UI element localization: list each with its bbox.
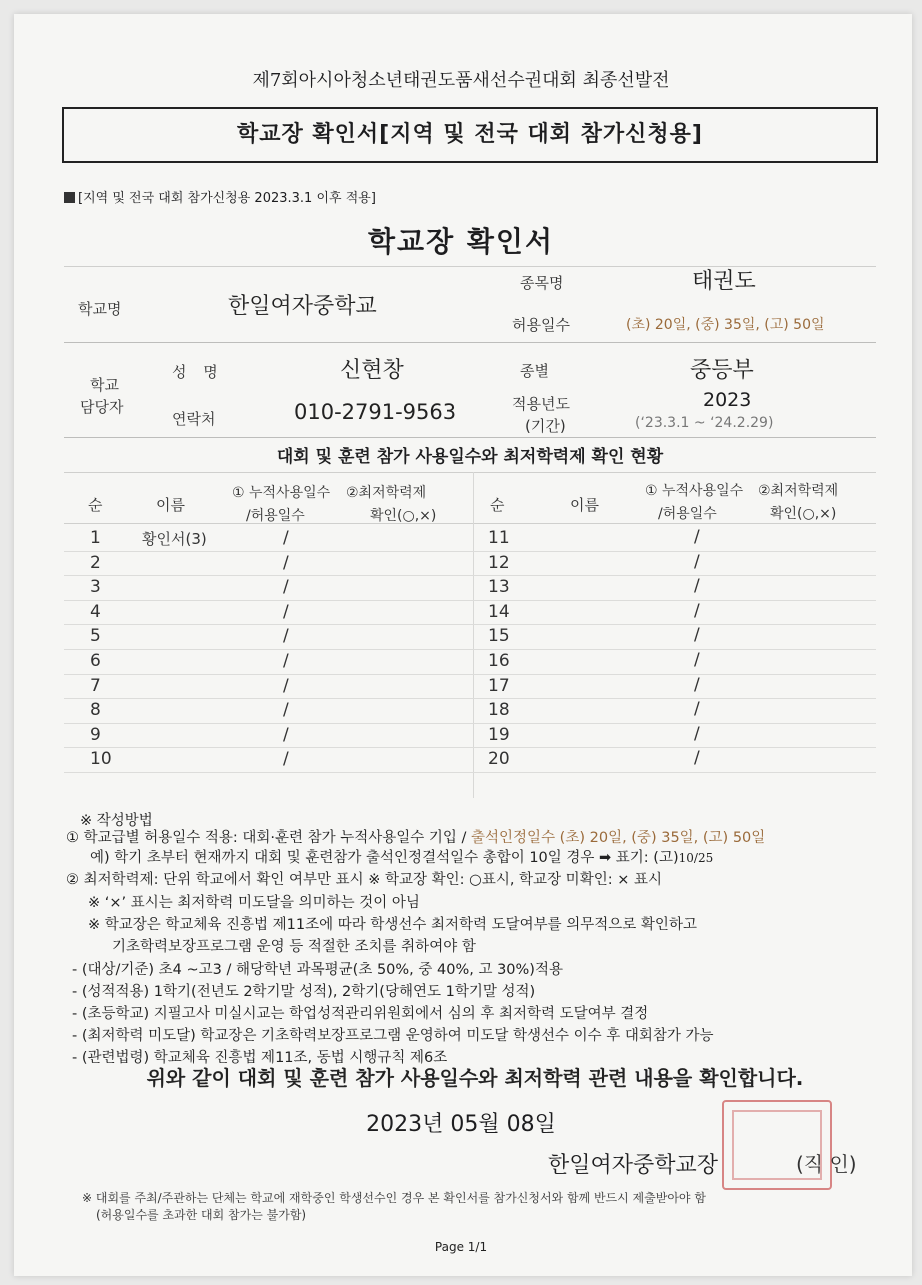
row-number: 2	[90, 553, 101, 573]
row-number: 3	[90, 577, 101, 597]
row-number: 19	[488, 725, 510, 745]
confirm-statement: 위와 같이 대회 및 훈련 참가 사용일수와 최저학력 관련 내용을 확인합니다.	[146, 1066, 804, 1090]
name-label: 성 명	[172, 363, 224, 381]
row-days: /	[694, 699, 700, 719]
row-divider	[64, 649, 876, 650]
row-days: /	[694, 552, 700, 572]
col-cum-left-1: ① 누적사용일수	[232, 485, 331, 501]
row-days: /	[283, 749, 289, 769]
row-days: /	[283, 651, 289, 671]
footnote-line-2: (허용일수를 초과한 대회 참가는 불가함)	[96, 1208, 307, 1222]
row-number: 12	[488, 553, 510, 573]
note-1b-text: 예) 학기 초부터 현재까지 대회 및 훈련참가 출석인정결석일수 총합이 10일 경우 ➡ 표기: (고)	[90, 850, 679, 866]
year-label-2: (기간)	[525, 417, 566, 435]
main-title: 학교장 확인서	[367, 225, 555, 258]
row-divider	[64, 723, 876, 724]
col-acad-left-2: 확인(○,×)	[370, 508, 437, 524]
row-days: /	[283, 626, 289, 646]
row-divider	[64, 772, 876, 773]
row-days: /	[694, 527, 700, 547]
allow-label: 허용일수	[512, 316, 570, 334]
notes-heading: ※ 작성방법	[80, 813, 153, 829]
col-name-right: 이름	[570, 496, 599, 514]
col-no-right: 순	[490, 496, 505, 514]
col-acad-left-1: ②최저학력제	[346, 485, 427, 501]
note-4a: ※ 학교장은 학교체육 진흥법 제11조에 따라 학생선수 최저학력 도달여부를 의무적으로 확인하고	[88, 917, 697, 933]
col-cum-right-1: ① 누적사용일수	[645, 483, 744, 499]
row-divider	[64, 575, 876, 576]
manager-label-1: 학교	[90, 376, 119, 394]
row-number: 11	[488, 528, 510, 548]
year-value: 2023	[703, 389, 752, 411]
document-header: 제7회아시아청소년태권도품새선수권대회 최종선발전	[252, 70, 670, 91]
row-divider	[64, 747, 876, 748]
school-label: 학교명	[78, 300, 122, 318]
row-days: /	[283, 676, 289, 696]
applied-note-text: [지역 및 전국 대회 참가신청용 2023.3.1 이후 적용]	[78, 191, 376, 206]
school-value: 한일여자중학교	[228, 294, 377, 319]
row-number: 4	[90, 602, 101, 622]
row-number: 7	[90, 676, 101, 696]
principal-name: 한일여자중학교장	[548, 1153, 719, 1178]
note-1b-hand: 10/25	[678, 851, 714, 865]
row-days: /	[694, 601, 700, 621]
row-divider	[64, 698, 876, 699]
table-divider	[473, 472, 474, 798]
col-acad-right-2: 확인(○,×)	[770, 506, 837, 522]
detail-4: - (최저학력 미도달) 학교장은 기초학력보장프로그램 운영하여 미도달 학생선수 이수 후 대회참가 가능	[72, 1028, 714, 1044]
row-name: 황인서(3)	[142, 530, 207, 548]
row-days: /	[694, 675, 700, 695]
title-box: 학교장 확인서[지역 및 전국 대회 참가신청용]	[62, 107, 878, 163]
row-number: 16	[488, 651, 510, 671]
row-days: /	[283, 602, 289, 622]
row-number: 15	[488, 626, 510, 646]
row-days: /	[283, 577, 289, 597]
row-number: 13	[488, 577, 510, 597]
row-days: /	[694, 724, 700, 744]
row-days: /	[694, 748, 700, 768]
col-name-left: 이름	[156, 496, 185, 514]
detail-2: - (성적적용) 1학기(전년도 2학기말 성적), 2학기(당해연도 1학기말 성적)	[72, 984, 536, 1000]
note-3: ※ ‘×’ 표시는 최저학력 미도달을 의미하는 것이 아님	[88, 895, 420, 911]
row-number: 5	[90, 626, 101, 646]
grid-line	[64, 342, 876, 343]
detail-3: - (초등학교) 지필고사 미실시교는 학업성적관리위원회에서 심의 후 최저학력 도달여부 결정	[72, 1006, 649, 1022]
row-divider	[64, 624, 876, 625]
row-days: /	[694, 576, 700, 596]
manager-label-2: 담당자	[80, 398, 124, 416]
detail-5: - (관련법령) 학교체육 진흥법 제11조, 동법 시행규칙 제6조	[72, 1050, 448, 1066]
row-divider	[64, 674, 876, 675]
row-number: 14	[488, 602, 510, 622]
grid-line	[64, 472, 876, 473]
name-value: 신현창	[340, 358, 404, 383]
row-number: 6	[90, 651, 101, 671]
row-number: 9	[90, 725, 101, 745]
row-number: 10	[90, 749, 112, 769]
division-value: 중등부	[690, 358, 754, 383]
page-number: Page 1/1	[434, 1240, 488, 1254]
row-number: 1	[90, 528, 101, 548]
detail-1: - (대상/기준) 초4 ~고3 / 해당학년 과목평균(초 50%, 중 40%, 고 30%)적용	[72, 962, 563, 978]
grid-line	[64, 523, 876, 524]
allow-value: (초) 20일, (중) 35일, (고) 50일	[626, 317, 825, 333]
applied-note	[64, 187, 376, 206]
note-1a-orange: 출석인정일수 (초) 20일, (중) 35일, (고) 50일	[471, 830, 766, 846]
row-divider	[64, 600, 876, 601]
row-days: /	[283, 553, 289, 573]
period-value: (‘23.3.1 ~ ‘24.2.29)	[635, 415, 774, 431]
row-days: /	[694, 625, 700, 645]
col-no-left: 순	[88, 496, 103, 514]
square-bullet-icon	[64, 192, 75, 203]
event-label: 종목명	[520, 274, 564, 292]
seal-label: (직 인)	[796, 1152, 857, 1176]
note-2: ② 최저학력제: 단위 학교에서 확인 여부만 표시 ※ 학교장 확인: ○표시, 학교장 미확인: × 표시	[66, 872, 662, 888]
note-1a	[66, 826, 765, 847]
division-label: 종별	[520, 362, 549, 380]
col-acad-right-1: ②최저학력제	[758, 483, 839, 499]
row-days: /	[283, 700, 289, 720]
year-label-1: 적용년도	[512, 395, 570, 413]
event-value: 태권도	[692, 269, 756, 294]
row-number: 20	[488, 749, 510, 769]
footnote-line-1: ※ 대회를 주최/주관하는 단체는 학교에 재학중인 학생선수인 경우 본 확인서를 참가신청서와 함께 반드시 제출받아야 함	[82, 1191, 706, 1205]
row-days: /	[283, 725, 289, 745]
row-days: /	[283, 528, 289, 548]
note-1a-text: ① 학교급별 허용일수 적용: 대회·훈련 참가 누적사용일수 기입 /	[66, 830, 467, 846]
grid-line	[64, 437, 876, 438]
issue-date: 2023년 05월 08일	[366, 1112, 556, 1137]
note-1b	[90, 846, 713, 867]
row-number: 17	[488, 676, 510, 696]
col-cum-left-2: /허용일수	[246, 508, 305, 524]
note-4b: 기초학력보장프로그램 운영 등 적절한 조치를 취하여야 함	[112, 939, 476, 955]
row-days: /	[694, 650, 700, 670]
col-cum-right-2: /허용일수	[658, 506, 717, 522]
contact-value: 010-2791-9563	[294, 400, 457, 424]
row-divider	[64, 551, 876, 552]
row-number: 18	[488, 700, 510, 720]
contact-label: 연락처	[172, 410, 216, 428]
footnote	[82, 1190, 706, 1224]
row-number: 8	[90, 700, 101, 720]
table-title: 대회 및 훈련 참가 사용일수와 최저학력제 확인 현황	[276, 447, 664, 467]
